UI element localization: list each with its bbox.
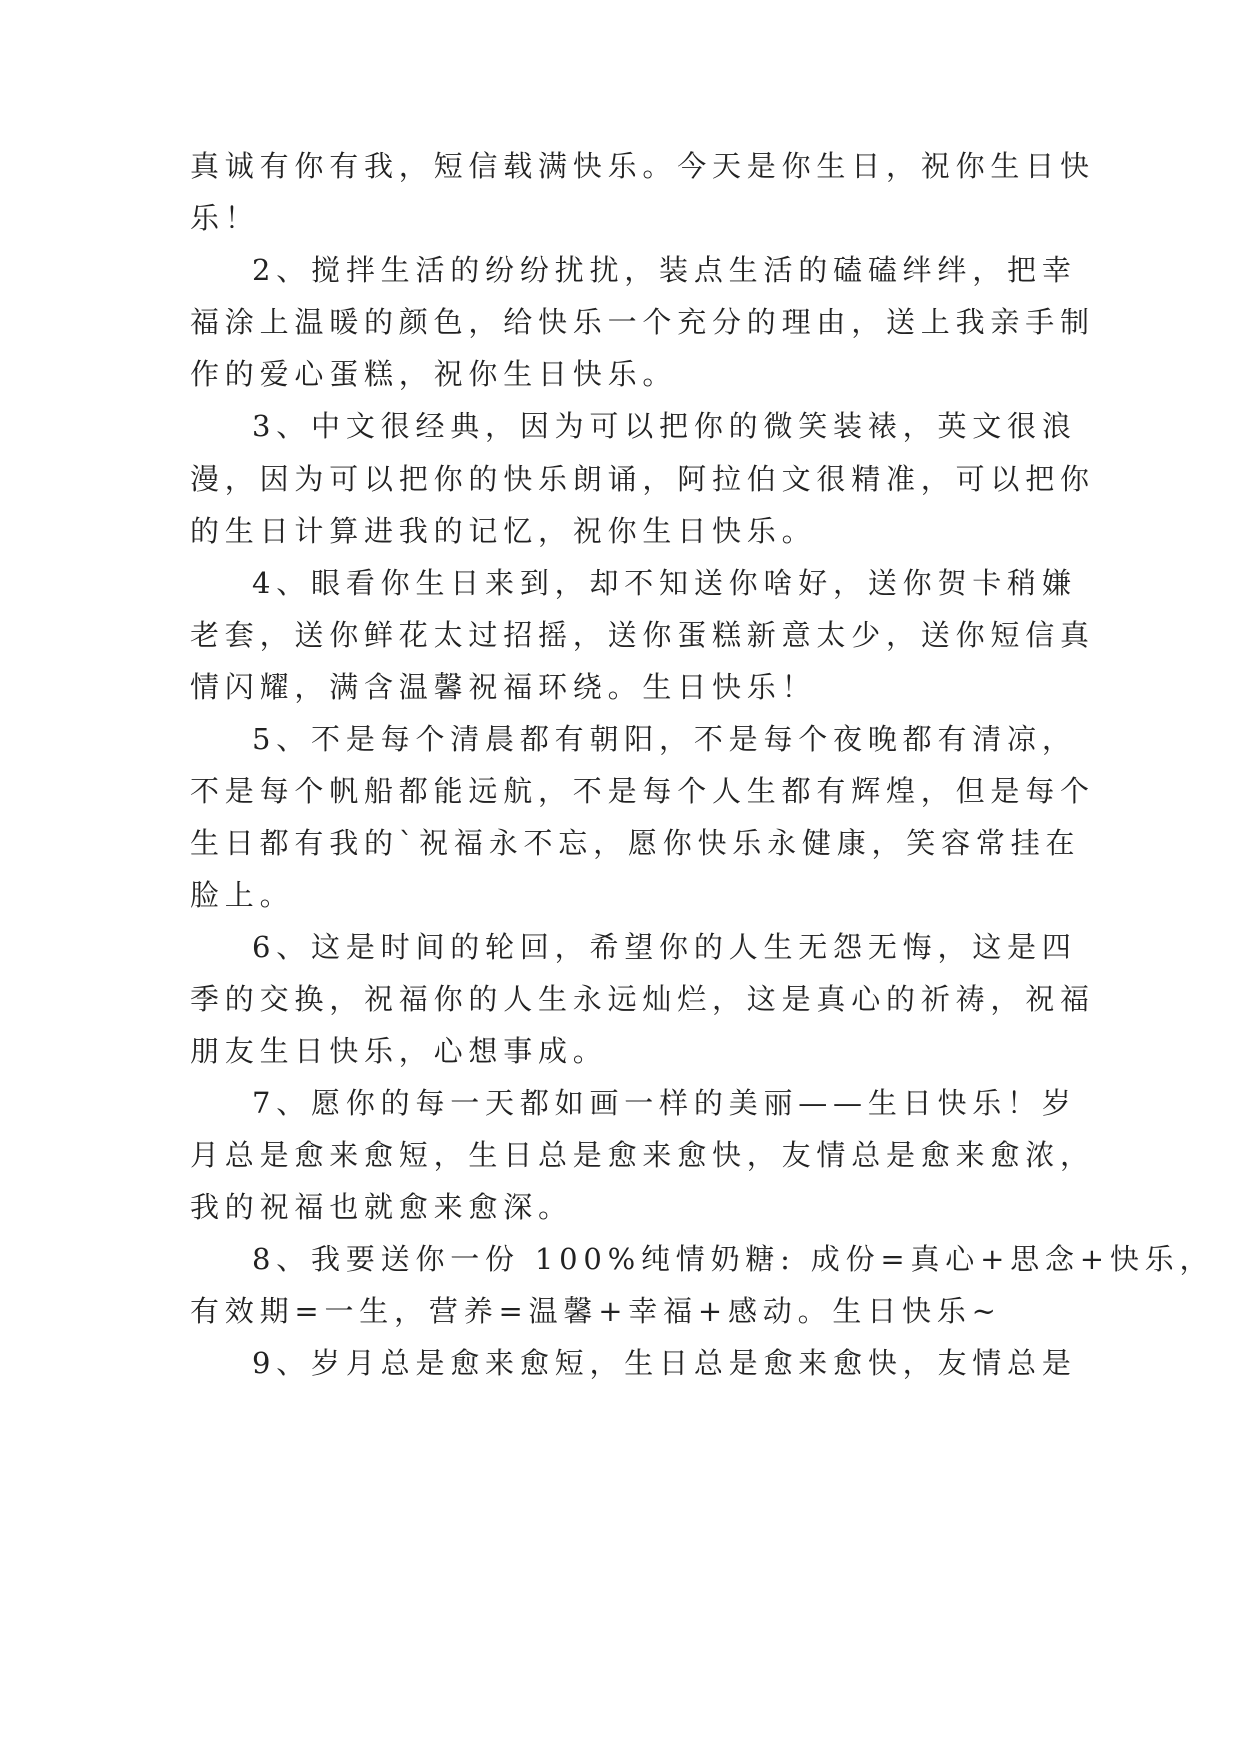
text-line: 季的交换，祝福你的人生永远灿烂，这是真心的祈祷，祝福	[190, 982, 1095, 1016]
paragraph-7-start: 7、愿你的每一天都如画一样的美丽——生日快乐！岁	[252, 1086, 1077, 1120]
text-line: 生日都有我的`祝福永不忘，愿你快乐永健康，笑容常挂在	[190, 826, 1081, 860]
text-line: 作的爱心蛋糕，祝你生日快乐。	[190, 357, 678, 391]
text-line: 情闪耀，满含温馨祝福环绕。生日快乐！	[190, 670, 817, 704]
paragraph-4-start: 4、眼看你生日来到，却不知送你啥好，送你贺卡稍嫌	[252, 566, 1077, 600]
text-line: 月总是愈来愈短，生日总是愈来愈快，友情总是愈来愈浓，	[190, 1138, 1095, 1172]
text-line: 福涂上温暖的颜色，给快乐一个充分的理由，送上我亲手制	[190, 305, 1095, 339]
text-line: 脸上。	[190, 878, 295, 912]
text-line: 漫，因为可以把你的快乐朗诵，阿拉伯文很精准，可以把你	[190, 462, 1095, 496]
text-line: 朋友生日快乐，心想事成。	[190, 1034, 608, 1068]
text-line: 我的祝福也就愈来愈深。	[190, 1190, 573, 1224]
text-line: 有效期=一生，营养=温馨+幸福+感动。生日快乐~	[190, 1294, 1002, 1328]
paragraph-2-start: 2、搅拌生活的纷纷扰扰，装点生活的磕磕绊绊，把幸	[252, 253, 1077, 287]
text-line: 乐！	[190, 201, 260, 235]
text-line: 真诚有你有我，短信载满快乐。今天是你生日，祝你生日快	[190, 149, 1095, 183]
text-line: 老套，送你鲜花太过招摇，送你蛋糕新意太少，送你短信真	[190, 618, 1095, 652]
paragraph-6-start: 6、这是时间的轮回，希望你的人生无怨无悔，这是四	[252, 930, 1077, 964]
paragraph-5-start: 5、不是每个清晨都有朝阳，不是每个夜晚都有清凉，	[252, 722, 1077, 756]
paragraph-8-start: 8、我要送你一份 100%纯情奶糖: 成份=真心+思念+快乐，	[252, 1242, 1215, 1276]
paragraph-3-start: 3、中文很经典，因为可以把你的微笑装裱，英文很浪	[252, 409, 1077, 443]
text-line: 的生日计算进我的记忆，祝你生日快乐。	[190, 514, 817, 548]
text-line: 不是每个帆船都能远航，不是每个人生都有辉煌，但是每个	[190, 774, 1095, 808]
paragraph-9-start: 9、岁月总是愈来愈短，生日总是愈来愈快，友情总是	[252, 1346, 1077, 1380]
